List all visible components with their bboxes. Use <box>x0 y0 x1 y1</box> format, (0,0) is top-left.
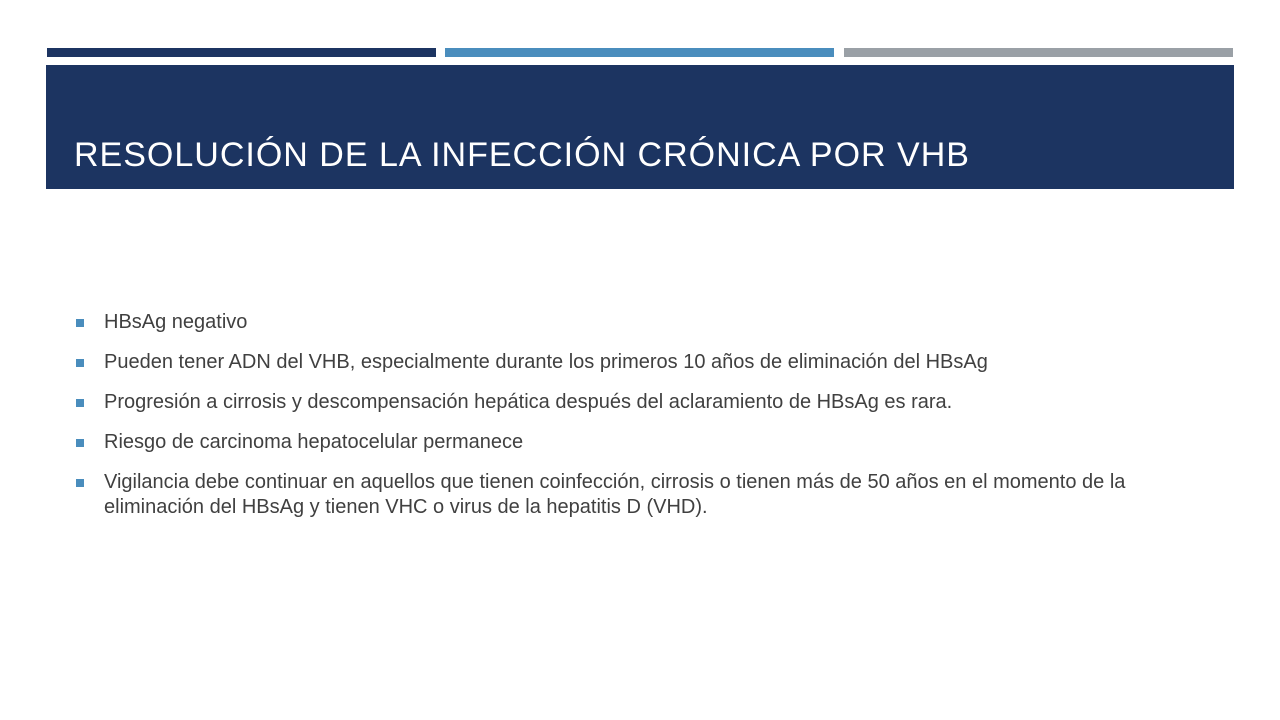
decorative-stripes <box>47 48 1233 57</box>
stripe-light-blue <box>445 48 834 57</box>
list-item <box>76 350 1216 375</box>
bullet-text: Progresión a cirrosis y descompensación hepática después del aclaramiento de HBsAg es rara. <box>104 391 953 413</box>
square-bullet-icon <box>76 399 84 407</box>
square-bullet-icon <box>76 479 84 487</box>
list-item <box>76 470 1216 520</box>
bullet-text: Riesgo de carcinoma hepatocelular permanece <box>104 431 524 453</box>
title-bar <box>46 65 1234 189</box>
slide-title: RESOLUCIÓN DE LA INFECCIÓN CRÓNICA POR VHB <box>74 136 970 174</box>
square-bullet-icon <box>76 439 84 447</box>
square-bullet-icon <box>76 359 84 367</box>
square-bullet-icon <box>76 319 84 327</box>
stripe-gray <box>844 48 1233 57</box>
stripe-dark-blue <box>47 48 436 57</box>
bullet-list <box>76 310 1216 535</box>
bullet-text: Pueden tener ADN del VHB, especialmente durante los primeros 10 años de eliminación del HBsAg <box>104 351 988 373</box>
bullet-text: Vigilancia debe continuar en aquellos que tienen coinfección, cirrosis o tienen más de 50 años en el momento de la eliminación del HBsAg y tienen VHC o virus de la hepatitis D (VHD). <box>104 471 1126 518</box>
bullet-text: HBsAg negativo <box>104 311 248 333</box>
list-item <box>76 430 1216 455</box>
list-item <box>76 310 1216 335</box>
list-item <box>76 390 1216 415</box>
